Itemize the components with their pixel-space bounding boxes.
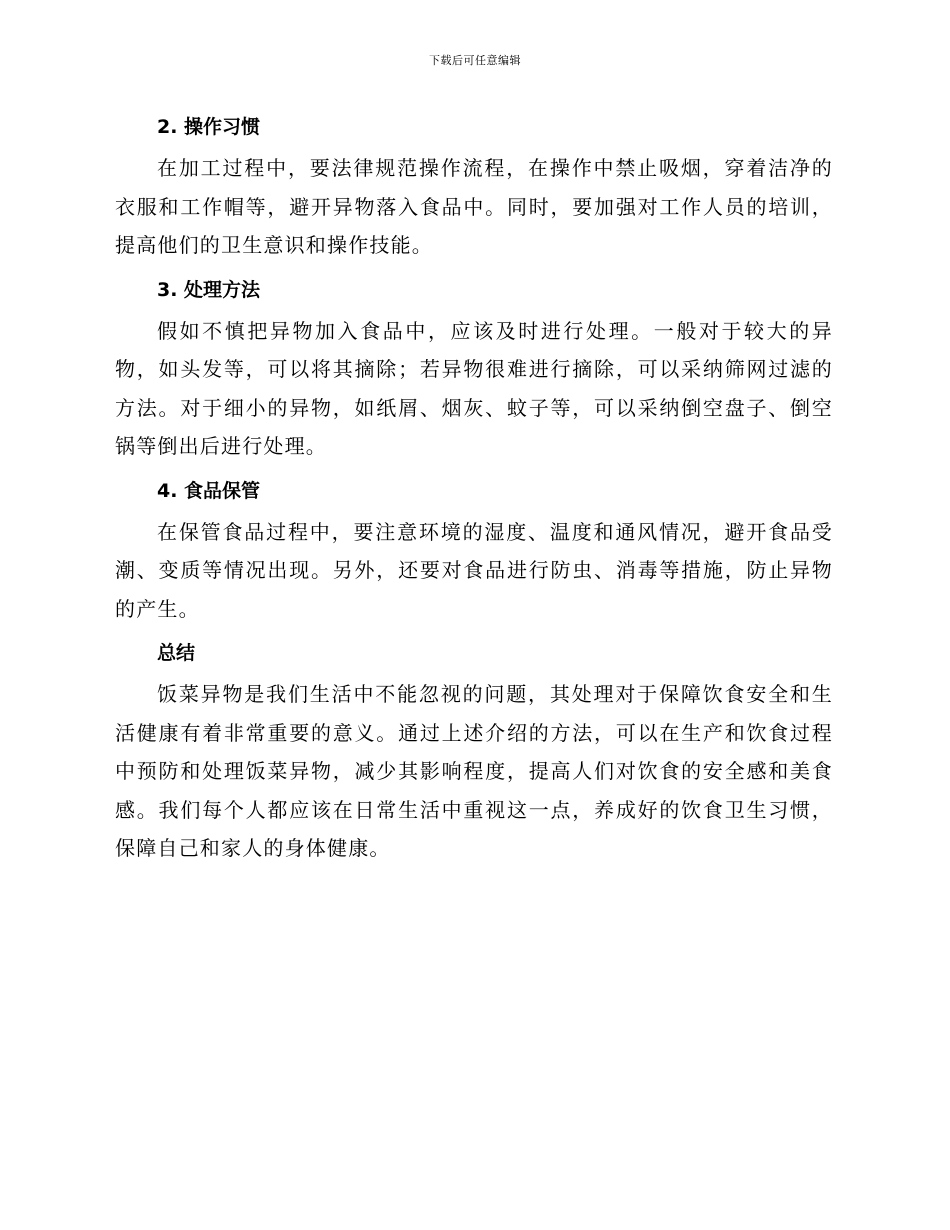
section-paragraph: 饭菜异物是我们生活中不能忽视的问题，其处理对于保障饮食安全和生活健康有着非常重要的意义。通过上述介绍的方法，可以在生产和饮食过程中预防和处理饭菜异物，减少其影响程度，提高人们对饮食的安全感和美食感。我们每个人都应该在日常生活中重视这一点，养成好的饮食卫生习惯，保障自己和家人的身体健康。: [115, 682, 833, 860]
section-operating-habits: [115, 108, 833, 265]
section-food-storage: [115, 472, 833, 629]
section-paragraph: 在加工过程中，要法律规范操作流程，在操作中禁止吸烟，穿着洁净的衣服和工作帽等，避开异物落入食品中。同时，要加强对工作人员的培训，提高他们的卫生意识和操作技能。: [115, 156, 833, 257]
section-heading: 总结: [157, 642, 196, 664]
section-heading: 3. 处理方法: [157, 278, 261, 301]
section-heading: 2. 操作习惯: [157, 116, 261, 138]
section-paragraph: 假如不慎把异物加入食品中，应该及时进行处理。一般对于较大的异物，如头发等，可以将其摘除；若异物很难进行摘除，可以采纳筛网过滤的方法。对于细小的异物，如纸屑、烟灰、蚊子等，可以采纳倒空盘子、倒空锅等倒出后进行处理。: [115, 318, 833, 458]
document-body: [115, 108, 833, 874]
section-heading: 4. 食品保管: [157, 479, 261, 502]
section-handling-methods: [115, 271, 833, 466]
page-header: 下载后可任意编辑: [429, 54, 521, 67]
section-paragraph: 在保管食品过程中，要注意环境的湿度、温度和通风情况，避开食品受潮、变质等情况出现。另外，还要对食品进行防虫、消毒等措施，防止异物的产生。: [115, 519, 833, 621]
section-summary: [115, 634, 833, 868]
